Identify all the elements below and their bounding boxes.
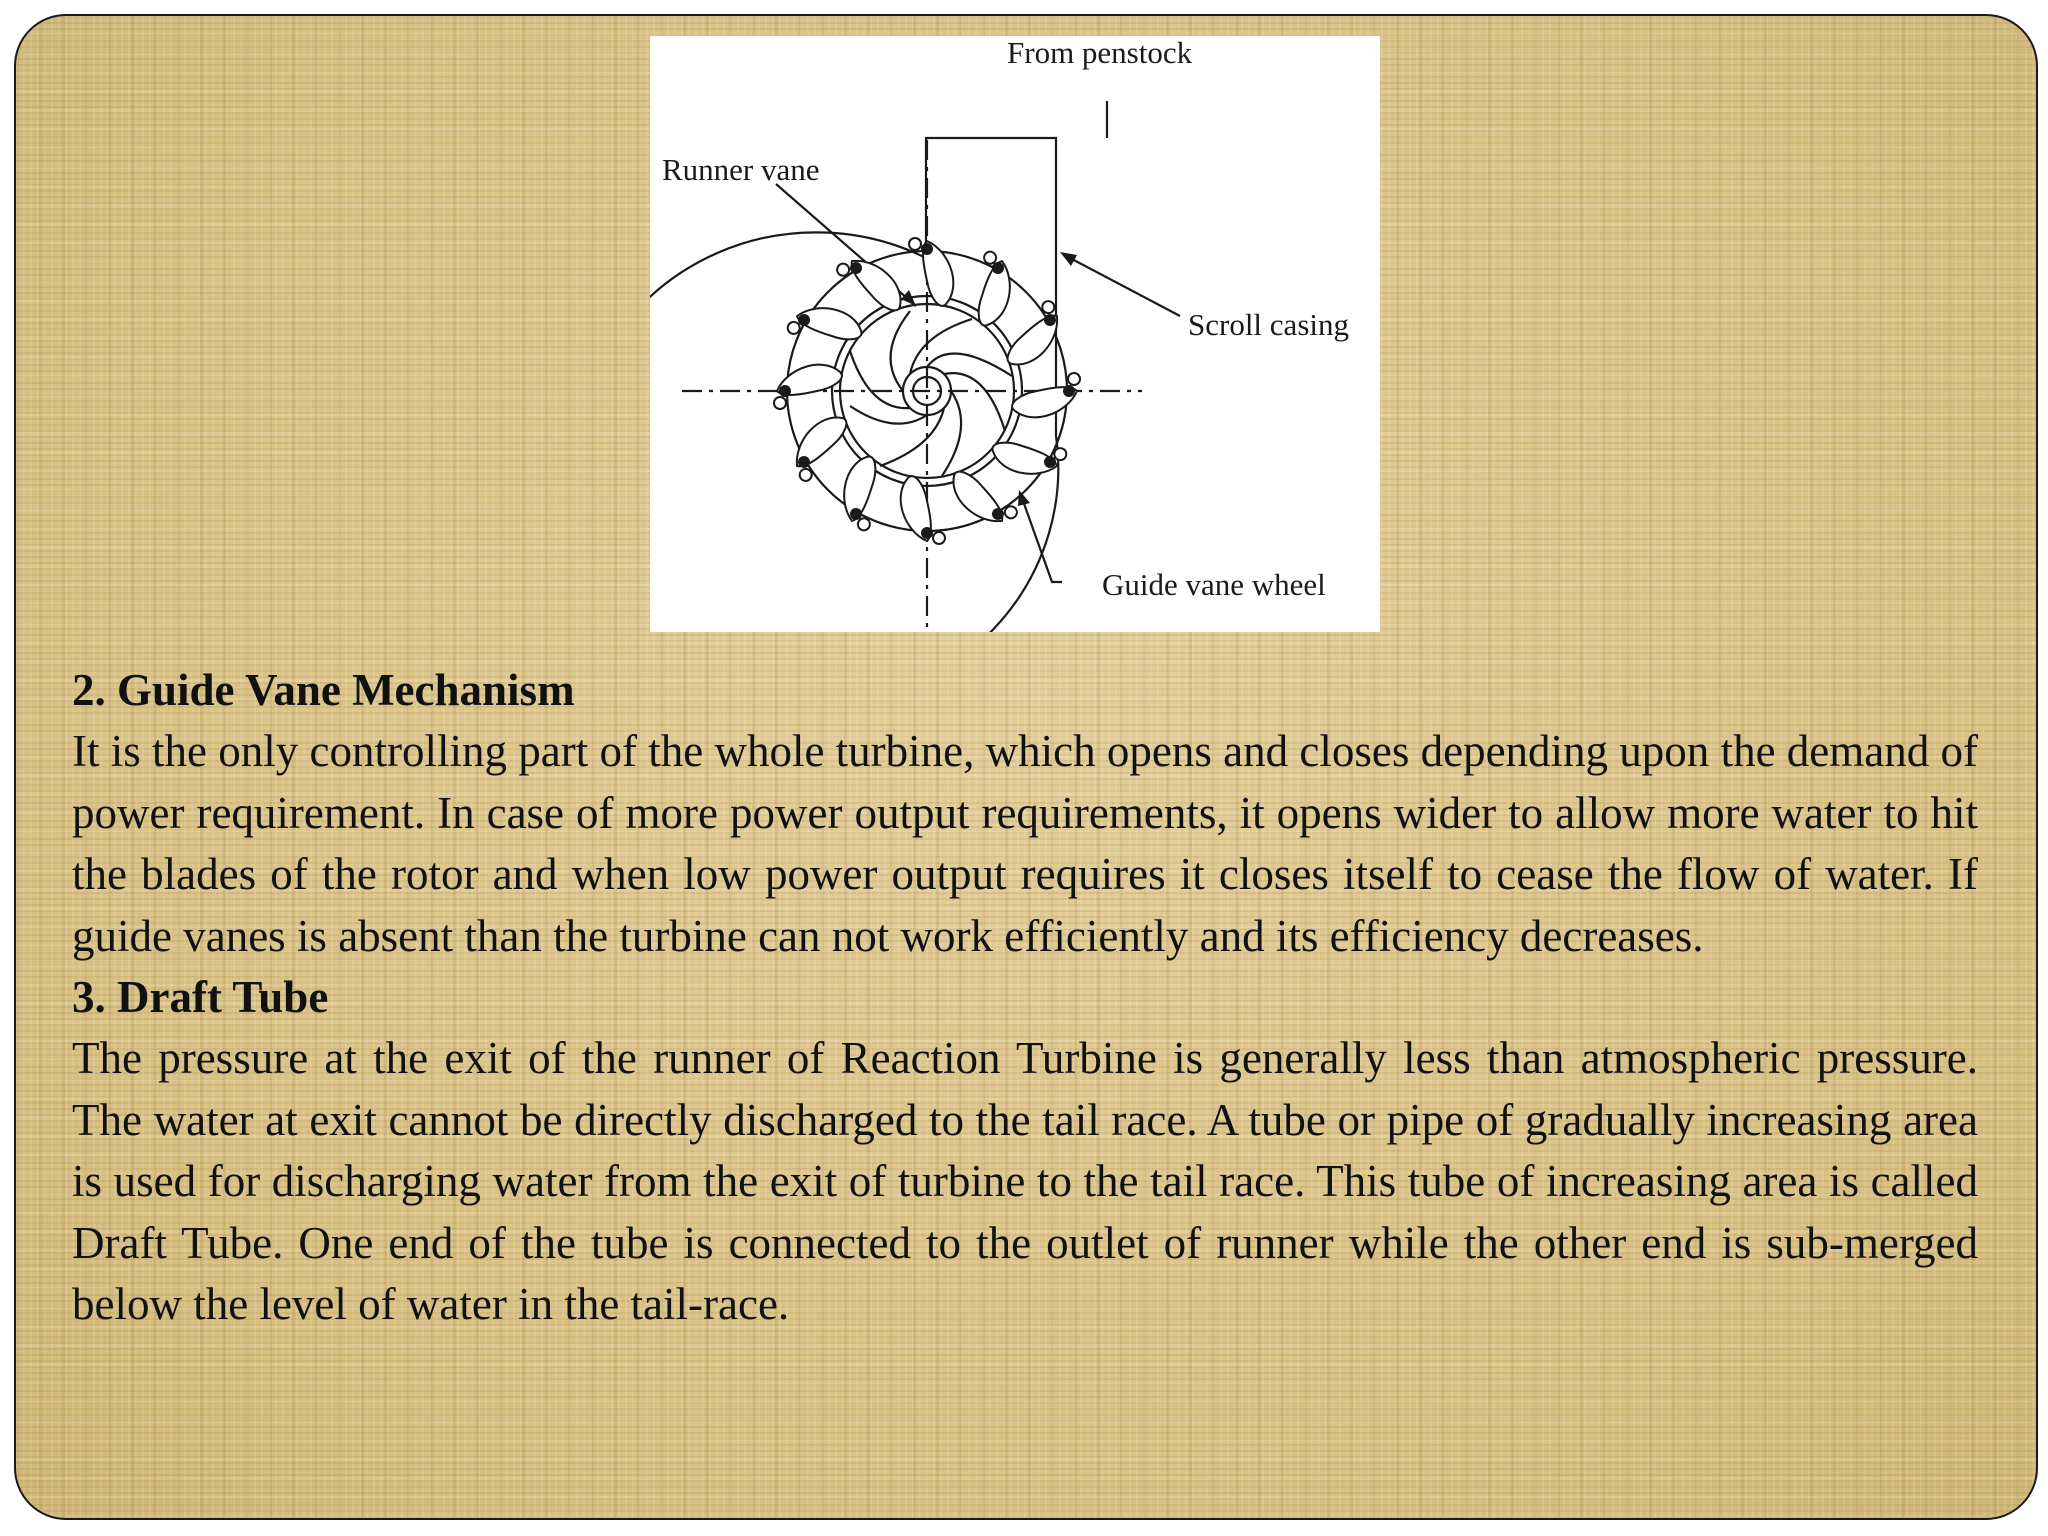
label-runner-vane: Runner vane [662, 152, 820, 187]
section-heading-draft-tube: 3. Draft Tube [72, 972, 329, 1023]
section-body-draft-tube: The pressure at the exit of the runner of Reaction Turbine is generally less than atmospheric pressure. The water at exit cannot be directly discharged to the tail race. A tube or pipe of gradually increasing area is used for discharging water from the exit of turbine to the tail race. This tube of increasing area is called Draft Tube. One end of the tube is connected to the outlet of runner while the other end is sub-merged below the level of water in the tail-race. [72, 1033, 1978, 1330]
runner-blade [850, 406, 927, 424]
runner-blade [850, 351, 910, 408]
slide-content [72, 660, 1978, 1335]
runner-blade [944, 373, 1005, 431]
scroll-casing-arrowhead [1060, 252, 1077, 266]
runner-blade [880, 408, 944, 466]
runner-blade [942, 391, 961, 476]
label-scroll-casing: Scroll casing [1188, 307, 1349, 342]
section-heading-guide-vane: 2. Guide Vane Mechanism [72, 665, 575, 715]
label-from-penstock: From penstock [1007, 36, 1193, 70]
turbine-diagram-svg [650, 36, 1380, 632]
runner-blades [850, 311, 1012, 476]
runner-blade [927, 353, 1012, 376]
label-guide-vane-wheel: Guide vane wheel [1102, 567, 1326, 602]
slide [14, 14, 2038, 1520]
section-body-guide-vane: It is the only controlling part of the whole turbine, which opens and closes depending upon the demand of power requirement. In case of more power output requirements, it opens wider to allow more water to hit the blades of the rotor and when low power output requires it closes itself to cease the flow of water. If guide vanes is absent than the turbine can not work efficiently and its efficiency decreases. [72, 726, 1978, 961]
scroll-casing [650, 138, 1058, 632]
guide-vane-wheel-leader [1022, 498, 1062, 582]
turbine-diagram [650, 36, 1380, 632]
scroll-casing-leader [1070, 258, 1180, 316]
runner-blade [910, 319, 972, 374]
